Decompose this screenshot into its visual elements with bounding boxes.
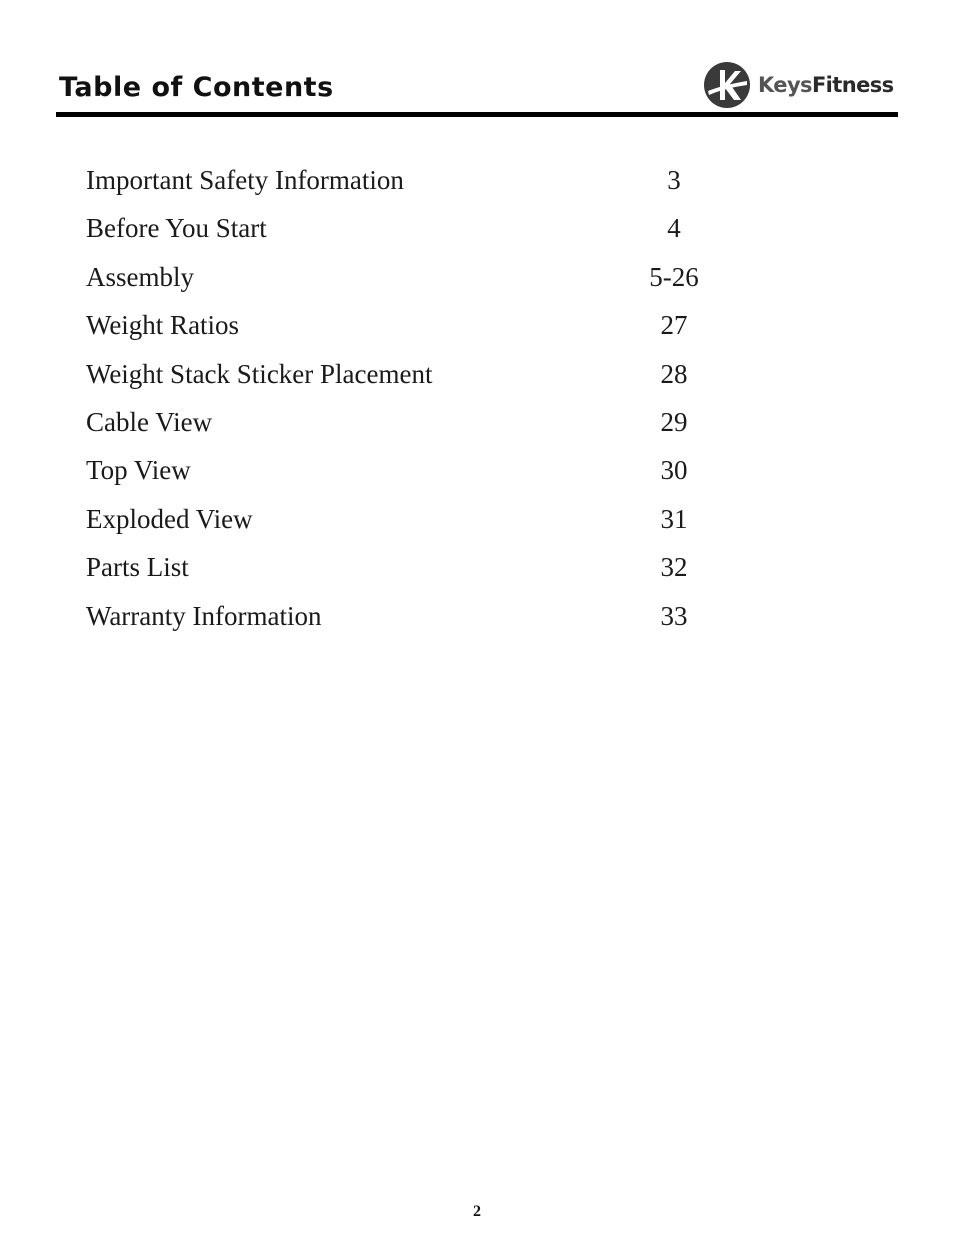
toc-entry-page: 28 xyxy=(660,358,688,389)
toc-entry-label: Parts List xyxy=(86,552,189,583)
toc-entry-page: 27 xyxy=(660,310,688,341)
toc-entry-label: Exploded View xyxy=(86,503,253,534)
toc-entry-label: Before You Start xyxy=(86,213,267,244)
toc-entry-label: Weight Stack Sticker Placement xyxy=(86,358,433,389)
logo-text-keys: Keys xyxy=(758,72,812,97)
toc-entry[interactable] xyxy=(86,446,786,494)
toc-entry-label: Warranty Information xyxy=(86,600,322,631)
toc-entry-label: Weight Ratios xyxy=(86,310,240,341)
page-number: 2 xyxy=(473,1203,481,1220)
toc-entry-page: 30 xyxy=(660,455,688,486)
keysfitness-logo-icon xyxy=(703,61,751,109)
toc-entry[interactable] xyxy=(86,592,786,640)
header-divider xyxy=(56,112,898,117)
toc-entry-page: 29 xyxy=(660,406,688,437)
toc-entry[interactable] xyxy=(86,350,786,398)
toc-entry-page: 31 xyxy=(660,503,688,534)
toc-entry[interactable] xyxy=(86,495,786,543)
toc-entry-label: Important Safety Information xyxy=(86,165,404,195)
toc-entry-label: Assembly xyxy=(86,261,194,292)
toc-entry[interactable] xyxy=(86,398,786,446)
toc-entry-page: 3 xyxy=(667,165,681,195)
toc-entry[interactable] xyxy=(86,204,786,252)
toc-entry-page: 33 xyxy=(660,600,688,631)
logo-text-fitness: Fitness xyxy=(811,72,894,97)
toc-entry-page: 5-26 xyxy=(649,261,699,292)
toc-entry[interactable] xyxy=(86,543,786,591)
toc-entry-page: 4 xyxy=(667,213,681,244)
toc-entry[interactable] xyxy=(86,253,786,301)
toc-entry[interactable] xyxy=(86,301,786,349)
toc-entry-label: Cable View xyxy=(86,406,213,437)
page-title: Table of Contents xyxy=(59,72,334,103)
logo-wordmark xyxy=(758,72,894,97)
toc-entry-label: Top View xyxy=(86,455,191,486)
toc-entry-page: 32 xyxy=(660,552,688,583)
toc-entry[interactable] xyxy=(86,156,786,204)
brand-logo xyxy=(703,58,903,112)
table-of-contents xyxy=(86,156,786,640)
